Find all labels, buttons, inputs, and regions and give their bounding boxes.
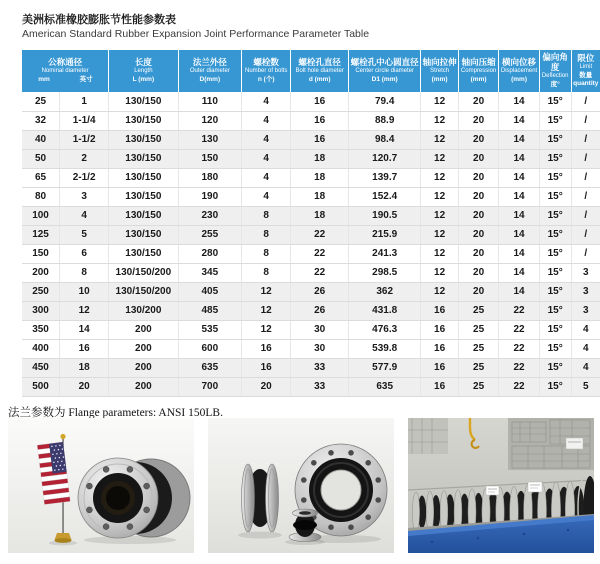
table-cell: 8: [242, 244, 291, 263]
table-cell: 25: [458, 301, 498, 320]
table-cell: 15°: [539, 244, 571, 263]
table-cell: 22: [499, 320, 539, 339]
table-cell: 15°: [539, 206, 571, 225]
table-cell: 15°: [539, 339, 571, 358]
table-cell: 80: [22, 187, 60, 206]
table-cell: 1-1/4: [60, 111, 109, 130]
table-cell: 4: [60, 206, 109, 225]
table-cell: 130/150: [109, 92, 178, 111]
table-cell: 15°: [539, 320, 571, 339]
table-cell: 20: [458, 92, 498, 111]
table-cell: 130/200: [109, 301, 178, 320]
table-cell: 120.7: [349, 149, 421, 168]
table-cell: 1-1/2: [60, 130, 109, 149]
table-cell: 26: [291, 301, 349, 320]
table-cell: 12: [242, 282, 291, 301]
table-cell: 18: [60, 358, 109, 377]
table-cell: 12: [421, 149, 459, 168]
table-cell: 535: [178, 320, 242, 339]
table-cell: /: [571, 149, 600, 168]
table-cell: 431.8: [349, 301, 421, 320]
table-cell: 22: [291, 263, 349, 282]
table-row: [22, 206, 600, 225]
table-cell: /: [571, 225, 600, 244]
table-cell: 50: [22, 149, 60, 168]
table-cell: 20: [458, 263, 498, 282]
col-header-center-circle-diameter: 螺栓孔中心圆直径 Center circle diameter D1 (mm): [349, 50, 421, 92]
table-cell: 4: [571, 358, 600, 377]
col-header-nominal-diameter: 公称通径 Nominal diameter mm 英寸: [22, 50, 109, 92]
table-cell: 4: [242, 149, 291, 168]
col-header-limit: 限位 Limit 数量 quantity: [571, 50, 600, 92]
col-header-stretch: 轴向拉伸 Stretch (mm): [421, 50, 459, 92]
table-cell: 635: [349, 377, 421, 396]
col-header-compression: 轴向压缩 Compression (mm): [458, 50, 498, 92]
table-cell: 241.3: [349, 244, 421, 263]
table-cell: 79.4: [349, 92, 421, 111]
table-cell: 500: [22, 377, 60, 396]
table-row: [22, 358, 600, 377]
table-cell: /: [571, 130, 600, 149]
table-cell: 22: [291, 244, 349, 263]
table-cell: 12: [421, 130, 459, 149]
table-cell: 215.9: [349, 225, 421, 244]
table-cell: 16: [291, 92, 349, 111]
table-cell: 12: [421, 187, 459, 206]
factory-image: [408, 418, 594, 553]
table-cell: 26: [291, 282, 349, 301]
page-title-en: American Standard Rubber Expansion Joint Performance Parameter Table: [22, 28, 370, 40]
table-cell: /: [571, 92, 600, 111]
table-cell: 15°: [539, 377, 571, 396]
table-row: [22, 244, 600, 263]
col-header-deflection: 偏向角度 Deflection 度°: [539, 50, 571, 92]
table-cell: 25: [22, 92, 60, 111]
table-cell: 22: [499, 339, 539, 358]
table-cell: 280: [178, 244, 242, 263]
table-cell: 485: [178, 301, 242, 320]
table-cell: 18: [291, 149, 349, 168]
table-cell: 255: [178, 225, 242, 244]
table-row: [22, 111, 600, 130]
table-cell: 200: [109, 377, 178, 396]
table-cell: 88.9: [349, 111, 421, 130]
table-cell: 25: [458, 320, 498, 339]
table-cell: 150: [178, 149, 242, 168]
table-cell: 15°: [539, 225, 571, 244]
table-cell: 300: [22, 301, 60, 320]
table-row: [22, 282, 600, 301]
table-cell: 200: [109, 320, 178, 339]
table-cell: 15°: [539, 263, 571, 282]
table-cell: 4: [242, 168, 291, 187]
table-cell: 22: [499, 377, 539, 396]
table-row: [22, 263, 600, 282]
table-cell: 18: [291, 187, 349, 206]
col-header-bolt-hole-diameter: 螺栓孔直径 Bolt hole diameter d (mm): [291, 50, 349, 92]
table-cell: 15°: [539, 301, 571, 320]
table-cell: 130/150: [109, 111, 178, 130]
table-cell: 15°: [539, 111, 571, 130]
table-cell: 10: [60, 282, 109, 301]
table-cell: 14: [60, 320, 109, 339]
table-cell: 14: [499, 130, 539, 149]
table-cell: 1: [60, 92, 109, 111]
table-cell: 33: [291, 358, 349, 377]
table-cell: 130/150/200: [109, 282, 178, 301]
table-cell: 3: [60, 187, 109, 206]
table-cell: 20: [60, 377, 109, 396]
table-cell: 12: [421, 168, 459, 187]
table-cell: 25: [458, 358, 498, 377]
title-block: [0, 0, 600, 42]
table-cell: 25: [458, 377, 498, 396]
table-row: [22, 339, 600, 358]
table-cell: 2: [60, 149, 109, 168]
table-cell: 65: [22, 168, 60, 187]
table-cell: 14: [499, 111, 539, 130]
table-cell: 150: [22, 244, 60, 263]
col-header-displacement: 横向位移 Displacement (mm): [499, 50, 539, 92]
table-cell: 152.4: [349, 187, 421, 206]
table-cell: 22: [291, 225, 349, 244]
table-cell: 130: [178, 130, 242, 149]
table-row: [22, 130, 600, 149]
table-cell: /: [571, 206, 600, 225]
table-cell: 16: [421, 320, 459, 339]
table-cell: 400: [22, 339, 60, 358]
table-cell: /: [571, 168, 600, 187]
table-cell: 539.8: [349, 339, 421, 358]
table-cell: 20: [458, 111, 498, 130]
table-row: [22, 168, 600, 187]
table-cell: 3: [571, 263, 600, 282]
table-cell: 15°: [539, 282, 571, 301]
table-cell: 20: [458, 187, 498, 206]
table-cell: 362: [349, 282, 421, 301]
table-cell: 120: [178, 111, 242, 130]
table-cell: 14: [499, 168, 539, 187]
table-header: [22, 50, 600, 92]
table-cell: 98.4: [349, 130, 421, 149]
table-cell: 16: [242, 358, 291, 377]
table-cell: 298.5: [349, 263, 421, 282]
table-cell: 20: [458, 244, 498, 263]
table-cell: 8: [60, 263, 109, 282]
table-cell: /: [571, 111, 600, 130]
table-cell: 350: [22, 320, 60, 339]
table-cell: 22: [499, 301, 539, 320]
table-cell: 405: [178, 282, 242, 301]
table-row: [22, 225, 600, 244]
table-cell: 4: [242, 130, 291, 149]
table-cell: 130/150: [109, 187, 178, 206]
table-cell: 15°: [539, 358, 571, 377]
table-cell: 14: [499, 263, 539, 282]
table-cell: 14: [499, 282, 539, 301]
table-cell: 12: [421, 263, 459, 282]
table-cell: 12: [242, 301, 291, 320]
table-cell: 33: [291, 377, 349, 396]
table-cell: 20: [458, 149, 498, 168]
table-cell: 15°: [539, 92, 571, 111]
table-cell: 20: [458, 282, 498, 301]
table-cell: 100: [22, 206, 60, 225]
table-cell: 130/150/200: [109, 263, 178, 282]
table-cell: 16: [291, 111, 349, 130]
table-cell: 130/150: [109, 130, 178, 149]
table-row: [22, 377, 600, 396]
table-cell: 16: [291, 130, 349, 149]
table-cell: 4: [571, 339, 600, 358]
table-cell: 130/150: [109, 225, 178, 244]
table-cell: 16: [421, 339, 459, 358]
table-cell: 14: [499, 225, 539, 244]
table-cell: 8: [242, 225, 291, 244]
header-row: [22, 50, 600, 92]
table-cell: 30: [291, 339, 349, 358]
table-cell: 12: [242, 320, 291, 339]
table-cell: 4: [242, 111, 291, 130]
table-cell: 130/150: [109, 168, 178, 187]
table-cell: 14: [499, 206, 539, 225]
table-cell: 12: [60, 301, 109, 320]
table-cell: 6: [60, 244, 109, 263]
table-cell: 200: [109, 358, 178, 377]
table-cell: 15°: [539, 187, 571, 206]
table-cell: 14: [499, 187, 539, 206]
table-cell: 3: [571, 282, 600, 301]
table-cell: 5: [571, 377, 600, 396]
table-cell: 700: [178, 377, 242, 396]
table-cell: 20: [458, 168, 498, 187]
table-cell: 18: [291, 168, 349, 187]
table-cell: 15°: [539, 149, 571, 168]
table-cell: 12: [421, 282, 459, 301]
table-cell: 450: [22, 358, 60, 377]
table-cell: 8: [242, 206, 291, 225]
table-cell: 200: [22, 263, 60, 282]
table-cell: 14: [499, 244, 539, 263]
table-cell: 5: [60, 225, 109, 244]
table-cell: 4: [242, 92, 291, 111]
table-cell: 230: [178, 206, 242, 225]
table-cell: 190.5: [349, 206, 421, 225]
col-header-outer-diameter: 法兰外径 Outer diameter D(mm): [178, 50, 242, 92]
table-cell: 180: [178, 168, 242, 187]
table-cell: 20: [458, 206, 498, 225]
table-cell: 190: [178, 187, 242, 206]
table-cell: 139.7: [349, 168, 421, 187]
flag-product-image: [8, 418, 194, 553]
table-cell: 16: [242, 339, 291, 358]
table-cell: 12: [421, 111, 459, 130]
table-cell: 25: [458, 339, 498, 358]
table-cell: 16: [421, 358, 459, 377]
table-body: [22, 92, 600, 396]
table-cell: 345: [178, 263, 242, 282]
table-cell: 16: [421, 377, 459, 396]
photo-flag-product: [8, 418, 194, 553]
table-cell: 40: [22, 130, 60, 149]
flange-parameters-note: 法兰参数为 Flange parameters: ANSI 150LB.: [8, 406, 223, 419]
table-cell: 14: [499, 92, 539, 111]
spec-table: [22, 50, 600, 397]
table-cell: 30: [291, 320, 349, 339]
photo-product-group: [208, 418, 394, 553]
page-title-zh: 美洲标准橡胶膨胀节性能参数表: [22, 14, 176, 26]
table-cell: 476.3: [349, 320, 421, 339]
table-cell: 130/150: [109, 244, 178, 263]
table-cell: 635: [178, 358, 242, 377]
table-cell: 200: [109, 339, 178, 358]
table-cell: 110: [178, 92, 242, 111]
table-cell: 18: [291, 206, 349, 225]
product-group-image: [208, 418, 394, 553]
table-cell: 15°: [539, 130, 571, 149]
table-row: [22, 92, 600, 111]
table-cell: 577.9: [349, 358, 421, 377]
table-cell: 2-1/2: [60, 168, 109, 187]
table-cell: /: [571, 187, 600, 206]
table-cell: 600: [178, 339, 242, 358]
table-cell: 12: [421, 225, 459, 244]
table-cell: 3: [571, 301, 600, 320]
table-cell: 20: [242, 377, 291, 396]
table-cell: 16: [421, 301, 459, 320]
table-row: [22, 301, 600, 320]
table-cell: 14: [499, 149, 539, 168]
table-cell: 4: [571, 320, 600, 339]
col-header-number-of-bolts: 螺栓数 Number of bolts n (个): [242, 50, 291, 92]
table-cell: 20: [458, 130, 498, 149]
table-cell: 22: [499, 358, 539, 377]
col-header-length: 长度 Length L (mm): [109, 50, 178, 92]
table-cell: 250: [22, 282, 60, 301]
photo-strip: [8, 418, 594, 553]
table-row: [22, 187, 600, 206]
table-cell: 4: [242, 187, 291, 206]
table-cell: 12: [421, 244, 459, 263]
table-cell: 130/150: [109, 149, 178, 168]
table-cell: 15°: [539, 168, 571, 187]
table-cell: 130/150: [109, 206, 178, 225]
table-cell: /: [571, 244, 600, 263]
table-cell: 12: [421, 92, 459, 111]
table-cell: 12: [421, 206, 459, 225]
table-row: [22, 149, 600, 168]
table-cell: 8: [242, 263, 291, 282]
table-row: [22, 320, 600, 339]
photo-factory: [408, 418, 594, 553]
table-cell: 125: [22, 225, 60, 244]
table-cell: 32: [22, 111, 60, 130]
table-cell: 20: [458, 225, 498, 244]
table-cell: 16: [60, 339, 109, 358]
